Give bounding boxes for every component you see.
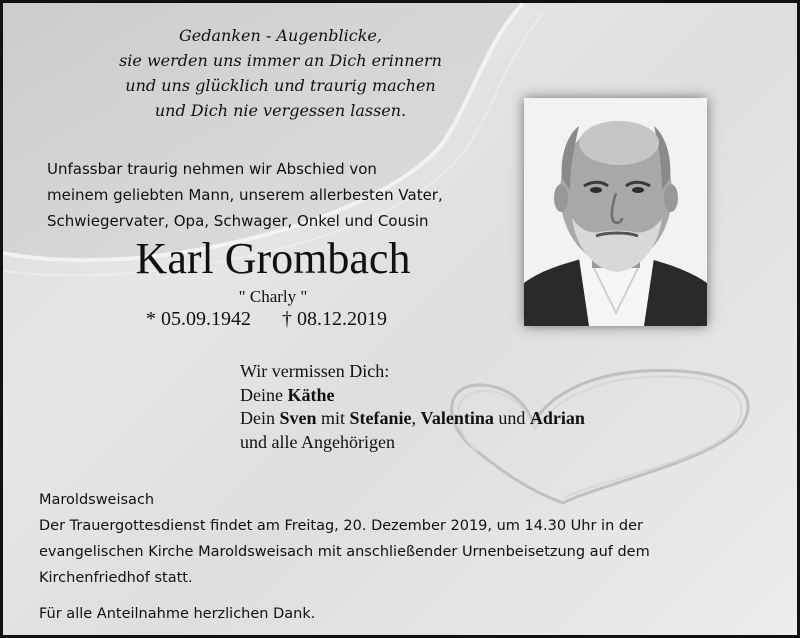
poem-line: sie werden uns immer an Dich erinnern — [119, 51, 442, 70]
farewell-intro — [47, 156, 443, 234]
mourners-line: und alle Angehörigen — [240, 431, 395, 452]
poem-line: Gedanken - Augenblicke, — [179, 26, 382, 45]
death-date: † 08.12.2019 — [282, 308, 387, 330]
mourner-name: Adrian — [529, 408, 585, 428]
mourner-name: Sven — [279, 408, 317, 428]
service-line: Kirchenfriedhof statt. — [39, 570, 193, 586]
thanks-line: Für alle Anteilnahme herzlichen Dank. — [39, 606, 316, 622]
deceased-name: Karl Grombach — [135, 234, 411, 283]
mourners-text: , — [411, 408, 421, 428]
mourners-text: Deine — [240, 384, 288, 405]
spacer — [39, 591, 777, 601]
mourner-name: Valentina — [420, 408, 494, 428]
mourners-line — [240, 407, 585, 431]
mourners-text: Dein — [240, 408, 280, 428]
service-line: evangelischen Kirche Maroldsweisach mit anschließender Urnenbeisetzung auf dem — [39, 544, 650, 560]
mourners-heading: Wir vermissen Dich: — [240, 361, 390, 381]
portrait-photo — [524, 98, 707, 326]
memorial-poem — [3, 23, 558, 123]
poem-line: und uns glücklich und traurig machen — [125, 76, 436, 95]
poem-line: und Dich nie vergessen lassen. — [154, 101, 407, 120]
service-line: Der Trauergottesdienst findet am Freitag, 20. Dezember 2019, um 14.30 Uhr in der — [39, 518, 643, 534]
mourners-text: mit — [316, 408, 350, 428]
birth-date: * 05.09.1942 — [146, 308, 251, 330]
mourner-name: Stefanie — [349, 408, 412, 428]
service-info — [39, 487, 777, 627]
mourners-line — [240, 384, 585, 408]
intro-line: Schwiegervater, Opa, Schwager, Onkel und Cousin — [47, 212, 429, 230]
service-place: Maroldsweisach — [39, 492, 155, 508]
intro-line: meinem geliebten Mann, unserem allerbesten Vater, — [47, 186, 443, 204]
life-dates — [146, 306, 387, 332]
mourner-name: Käthe — [287, 384, 335, 405]
mourners-text: und — [493, 408, 530, 428]
mourners-block — [240, 360, 585, 454]
deceased-nickname: " Charly " — [238, 287, 308, 306]
intro-line: Unfassbar traurig nehmen wir Abschied von — [47, 160, 377, 178]
